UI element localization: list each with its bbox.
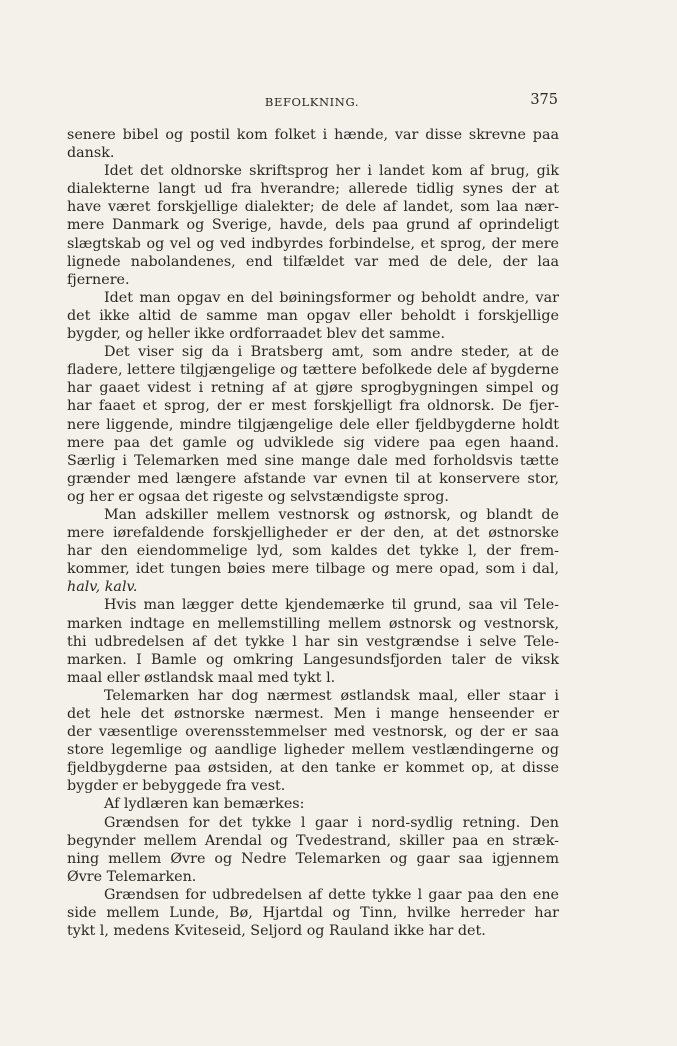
text-line: der væsentlige overensstemmelser med vestnorsk, og der er saa <box>67 724 559 741</box>
text-line: mere paa det gamle og udviklede sig videre paa egen haand. <box>67 434 559 451</box>
text-line: lignede nabolandenes, end tilfældet var med de dele, der laa <box>67 253 559 270</box>
text-line: kommer, idet tungen bøies mere tilbage og mere opad, som i dal, <box>67 561 559 578</box>
text-line: thi udbredelsen af det tykke l har sin vestgrændse i selve Tele- <box>67 633 559 650</box>
text-line: bygder er bebyggede fra vest. <box>67 778 286 795</box>
text-line: Telemarken har dog nærmest østlandsk maal, eller staar i <box>104 687 559 704</box>
text-line: grænder med længere afstande var evnen til at konservere stor, <box>67 470 559 487</box>
text-line: side mellem Lunde, Bø, Hjartdal og Tinn, hvilke herreder har <box>67 905 559 922</box>
text-line: Det viser sig da i Bratsberg amt, som andre steder, at de <box>104 344 559 361</box>
text-line: det hele det østnorske nærmest. Men i mange henseender er <box>67 706 559 722</box>
text-line: nere liggende, mindre tilgjængelige dele eller fjeldbygderne holdt <box>67 416 559 433</box>
running-title: BEFOLKNING. <box>264 95 360 109</box>
text-line: halv, kalv. <box>67 579 138 596</box>
text-line: have været forskjellige dialekter; de dele af landet, som laa nær- <box>67 199 559 216</box>
text-line: tykt l, medens Kviteseid, Seljord og Rauland ikke har det. <box>67 923 486 940</box>
text-line: mere iørefaldende forskjelligheder er der den, at det østnorske <box>67 525 559 542</box>
text-line: marken indtage en mellemstilling mellem østnorsk og vestnorsk, <box>67 615 559 632</box>
text-line: senere bibel og postil kom folket i hænde, var disse skrevne paa <box>67 127 559 143</box>
text-line: Særlig i Telemarken med sine mange dale med forholdsvis tætte <box>67 452 559 469</box>
page-header <box>66 92 558 112</box>
text-line: Idet det oldnorske skriftsprog her i landet kom af brug, gik <box>104 163 559 180</box>
text-line: store legemlige og aandlige ligheder mellem vestlændingerne og <box>67 742 559 759</box>
text-line: maal eller østlandsk maal med tykt l. <box>67 669 336 686</box>
text-line: begynder mellem Arendal og Tvedestrand, skiller paa en stræk- <box>67 832 559 849</box>
text-line: Hvis man lægger dette kjendemærke til grund, saa vil Tele- <box>104 597 559 614</box>
text-line: fladere, lettere tilgjængelige og tættere befolkede dele af bygderne <box>67 362 559 379</box>
body-text <box>67 126 559 940</box>
text-line: Grændsen for det tykke l gaar i nord-sydlig retning. Den <box>104 814 559 831</box>
text-line: Af lydlæren kan bemærkes: <box>104 796 305 813</box>
text-line: slægtskab og vel og ved indbyrdes forbindelse, et sprog, der mere <box>67 235 559 252</box>
text-line: Grændsen for udbredelsen af dette tykke l gaar paa den ene <box>104 886 559 903</box>
text-line: ning mellem Øvre og Nedre Telemarken og gaar saa igjennem <box>67 850 559 867</box>
text-line: dialekterne langt ud fra hverandre; allerede tidlig synes der at <box>67 181 559 198</box>
text-line: og her er ogsaa det rigeste og selvstændigste sprog. <box>67 488 449 505</box>
text-line: det ikke altid de samme man opgav eller beholdt i forskjellige <box>67 307 559 324</box>
text-line: fjernere. <box>67 271 130 288</box>
text-line: marken. I Bamle og omkring Langesundsfjorden taler de viksk <box>67 651 559 668</box>
page-number: 375 <box>530 92 558 108</box>
text-line: bygder, og heller ikke ordforraadet blev det samme. <box>67 326 446 343</box>
text-line: har faaet et sprog, der er mest forskjelligt fra oldnorsk. De fjer- <box>67 398 559 415</box>
text-line: fjeldbygderne paa østsiden, at den tanke er kommet op, at disse <box>67 760 559 777</box>
text-line: Man adskiller mellem vestnorsk og østnorsk, og blandt de <box>104 506 559 523</box>
text-line: har den eiendommelige lyd, som kaldes det tykke l, der frem- <box>67 543 559 560</box>
text-line: dansk. <box>67 145 115 162</box>
text-line: har gaaet videst i retning af at gjøre sprogbygningen simpel og <box>67 380 559 397</box>
text-line: mere Danmark og Sverige, havde, dels paa grund af oprindeligt <box>67 217 559 234</box>
text-line: Øvre Telemarken. <box>67 868 197 885</box>
text-line: Idet man opgav en del bøiningsformer og beholdt andre, var <box>104 289 559 306</box>
